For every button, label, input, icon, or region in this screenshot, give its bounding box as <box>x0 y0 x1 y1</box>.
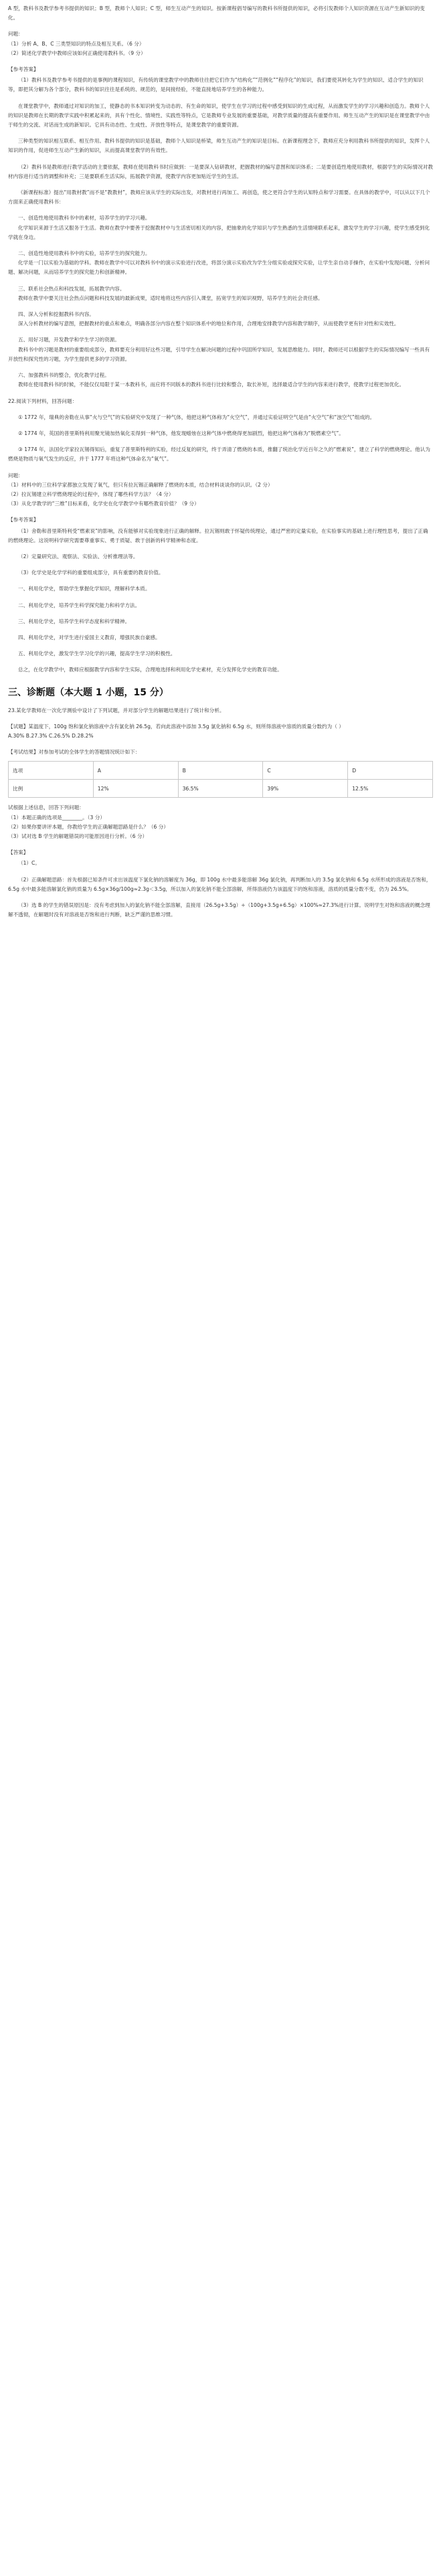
answer-point-heading: 一、创造性地使用教科书中的素材，培养学生的学习兴趣。 <box>18 215 151 222</box>
answer-paragraph: 教师在使用教科书的时候，不能仅仅局限于某一本教科书，而应将不同版本的教科书进行比较和整合，取长补短，选择最适合学生的内容来进行教学，使教学过程更加优化。 <box>18 381 405 388</box>
material-paragraph: ① 1772 年，瑞典的舍勒在从事“火与空气”的实验研究中发现了一种气体，他把这种气体称为“火空气”，并通过实验证明空气是由“火空气”和“浊空气”组成的。 <box>18 414 375 420</box>
question-label: 试根据上述信息，回答下列问题： <box>8 804 84 811</box>
results-table <box>8 761 433 798</box>
document-page <box>0 0 441 929</box>
answer-title: 【答案】 <box>8 849 29 856</box>
answer-point-heading: 二、利用化学史，培养学生科学探究能力和科学方法。 <box>18 602 141 608</box>
test-item: 【试题】某温度下，100g 饱和氯化钠溶液中含有氯化钠 26.5g，若向此溶液中添加 3.5g 氯化钠和 6.5g 水，则所得溶液中溶质的质量分数约为（ ） <box>8 723 344 729</box>
question-label: 问题： <box>8 31 23 37</box>
table-cell: D <box>348 762 433 780</box>
answer-paragraph: （1）C。 <box>18 860 40 867</box>
question-item: （3）试对选 B 学生的解题错误的可能原因进行分析。（6 分） <box>8 833 148 839</box>
table-cell: 12.5% <box>348 780 433 798</box>
question-item: （1）材料中的三位科学家都独立发现了氧气，但只有拉瓦锡正确解释了燃烧的本质，结合材料谈谈你的认识。（2 分） <box>8 481 273 488</box>
table-header-row <box>9 762 433 780</box>
answer-paragraph: （3）化学史是化学学科的重要组成部分，具有重要的教育价值。 <box>18 570 164 576</box>
question-item: （2）简述化学教学中教师应该如何正确使用教科书。（9 分） <box>8 50 146 56</box>
table-cell: B <box>178 762 263 780</box>
answer-point-heading: 四、利用化学史，对学生进行爱国主义教育，增强民族自豪感。 <box>18 634 161 640</box>
table-cell: A <box>93 762 178 780</box>
answer-paragraph: （2）定量研究法、观察法、实验法、分析推理法等。 <box>18 553 139 560</box>
question-item: （2）拉瓦锡建立科学燃烧理论的过程中，体现了哪些科学方法？（4 分） <box>8 491 174 497</box>
answer-point-heading: 六、加强教科书的整合，优化教学过程。 <box>18 372 110 379</box>
answer-paragraph: （2）正确解题思路：首先根据已知条件可求出该温度下氯化钠的溶解度为 36g，即 100g 水中最多能溶解 36g 氯化钠，再判断加入的 3.5g 氯化钠和 6.5g 水所形成的溶液是否饱和，6.5g 水中最多能溶解氯化钠的质量为 6.5g×36g/100g≈2.3g＜3.5g，所以加入的氯化钠不能全部溶解，所得溶液仍为该温度下的饱和溶液，溶质的质量分数不变，仍为 26.5%。 <box>8 876 432 892</box>
answer-point-heading: 五、利用化学史，激发学生学习化学的兴趣，提高学生学习的积极性。 <box>18 651 176 657</box>
answer-paragraph: 化学是一门以实验为基础的学科。教师在教学中可以对教科书中的演示实验进行改进，将部分演示实验改为学生分组实验或探究实验，让学生亲自动手操作，在实验中发现问题、分析问题、解决问题，从而培养学生的探究能力和创新精神。 <box>8 260 430 276</box>
answer-paragraph: （2）教科书是教师进行教学活动的主要依据，教师在使用教科书时应做到：一是要深入钻研教材，把握教材的编写意图和知识体系；二是要创造性地使用教材，根据学生的实际情况对教材内容进行适当的调整和补充；三是要联系生活实际，拓展教学资源，使教学内容更加贴近学生的生活。 <box>8 163 433 179</box>
table-cell: 39% <box>263 780 348 798</box>
material-heading: 22.阅读下列材料，回答问题： <box>8 398 78 404</box>
reference-answer-title: 【参考答案】 <box>8 66 39 73</box>
question-item: （2）如果你要讲评本题，你教给学生的正确解题思路是什么？（6 分） <box>8 823 169 830</box>
answer-paragraph: （3）选 B 的学生的错误原因是：没有考虑到加入的氯化钠不能全部溶解，直接用（26.5g+3.5g）÷（100g+3.5g+6.5g）×100%≈27.3%进行计算。说明学生对饱和溶液的概念理解不透彻，在解题时没有对溶液是否饱和进行判断，缺乏严谨的思维习惯。 <box>8 902 430 918</box>
question-item: （1）分析 A、B、C 三类型知识的特点及相互关系。（6 分） <box>8 40 145 47</box>
table-cell: 选项 <box>9 762 94 780</box>
answer-point-heading: 三、联系社会热点和科技发展，拓展教学内容。 <box>18 285 125 292</box>
answer-paragraph: （1）舍勒和普里斯特利受“燃素说”的影响，没有能够对实验现象进行正确的解释。拉瓦锡则敢于怀疑传统理论，通过严密的定量实验，在实验事实的基础上进行理性思考，提出了正确的燃烧理论。这说明科学研究需要尊重事实、勇于质疑、敢于创新的科学精神和态度。 <box>8 527 428 543</box>
material-paragraph: ② 1774 年，英国的普里斯特利用聚光镜加热氧化汞得到一种气体，他发现蜡烛在这种气体中燃烧得更加剧烈，他把这种气体称为“脱燃素空气”。 <box>18 430 344 436</box>
answer-paragraph: 教师在教学中要关注社会热点问题和科技发展的最新成果，适时地将这些内容引入课堂，拓宽学生的知识视野，培养学生的社会责任感。 <box>18 294 323 301</box>
reference-answer-title: 【参考答案】 <box>8 517 39 523</box>
table-cell: 36.5% <box>178 780 263 798</box>
table-cell: 12% <box>93 780 178 798</box>
answer-options: A.30% B.27.3% C.26.5% D.28.2% <box>8 732 94 739</box>
answer-paragraph: 总之，在化学教学中，教师应根据教学内容和学生实际，合理地选择和利用化学史素材，充分发挥化学史的教育功能。 <box>18 667 282 673</box>
intro-paragraph: A 型，教科书及教学参考书提供的知识；B 型，教师个人知识；C 型，师生互动产生的知识。按新课程倡导编写的教科书所提供的知识，必将引发教师个人知识资源在互动产生新知识的变化。 <box>8 5 425 21</box>
table-cell: 比例 <box>9 780 94 798</box>
question-item: （1）本题正确的选项是________。（3 分） <box>8 814 105 821</box>
answer-point-heading: 一、利用化学史，帮助学生掌握化学知识，理解科学本质。 <box>18 586 151 592</box>
answer-paragraph: 《新课程标准》提出“用教材教”而不是“教教材”，教师应该从学生的实际出发，对教材进行再加工、再创造，使之更符合学生的认知特点和学习需要。在具体的教学中，可以从以下几个方面来正确使用教科书： <box>8 189 430 205</box>
table-cell: C <box>263 762 348 780</box>
answer-point-heading: 四、深入分析和挖掘教科书内容。 <box>18 311 94 318</box>
answer-point-heading: 五、用好习题，开发教学和学生学习的资源。 <box>18 337 120 343</box>
answer-paragraph: 教科书中的习题是教材的重要组成部分，教师要充分利用好这些习题，引导学生在解决问题的过程中巩固所学知识，发展思维能力。同时，教师还可以根据学生的实际情况编写一些具有开放性和探究性的习题，为学生提供更多的学习资源。 <box>8 346 430 362</box>
answer-paragraph: 三种类型的知识相互联系、相互作用。教科书提供的知识是基础，教师个人知识是桥梁，师生互动产生的知识是目标。在新课程理念下，教师应充分利用教科书所提供的知识，发挥个人知识的作用，促进师生互动产生新的知识，从而提高课堂教学的有效性。 <box>8 138 430 154</box>
answer-paragraph: 在课堂教学中，教师通过对知识的加工，使静态的书本知识转变为动态的、有生命的知识，使学生在学习的过程中感受到知识的生成过程，从而激发学生的学习兴趣和创造力。教师个人的知识是教师在长期的教学实践中积累起来的，具有个性化、情境性、实践性等特点，它是教师专业发展的重要基础，对教学质量的提高有重要作用。师生互动产生的知识是在课堂教学中由于师生的交流、对话而生成的新知识。它具有动态性、生成性、开放性等特点，是课堂教学的重要资源。 <box>8 102 430 128</box>
answer-paragraph: 化学知识来源于生活又服务于生活。教师在教学中要善于挖掘教材中与生活密切相关的内容，把抽象的化学知识与学生熟悉的生活情境联系起来，激发学生的学习兴趣，使学生感受到化学就在身边。 <box>8 224 430 240</box>
statistics-title: 【考试结果】对参加考试的全体学生的答题情况统计如下： <box>8 749 141 756</box>
question-stem: 23.某化学教师在一次化学测验中设计了下列试题，并对部分学生的解题结果进行了统计和分析。 <box>8 707 225 713</box>
question-label: 问题： <box>8 472 23 479</box>
answer-point-heading: 三、利用化学史，培养学生科学态度和科学精神。 <box>18 618 130 624</box>
answer-paragraph: 深入分析教材的编写意图，把握教材的重点和难点，明确各部分内容在整个知识体系中的地位和作用，合理地安排教学内容和教学顺序，从而使教学更有针对性和实效性。 <box>18 321 400 327</box>
question-item: （3）从化学教学的“三维”目标来看，化学史在化学教学中有哪些教育价值？（9 分） <box>8 501 199 507</box>
section-heading: 三、诊断题（本大题 1 小题，15 分） <box>8 687 169 698</box>
table-row <box>9 780 433 798</box>
material-paragraph: ③ 1774 年，法国化学家拉瓦锡得知后，重复了普里斯特利的实验，经过反复的研究，终于弄清了燃烧的本质，推翻了统治化学近百年之久的“燃素说”，建立了科学的燃烧理论。他认为燃烧是物质与氧气发生的反应，并于 1777 年将这种气体命名为“氧气”。 <box>8 446 430 462</box>
answer-paragraph: （1）教科书及教学参考书提供的是事例的课程知识，有传统的课堂教学中的教师往往把它们作为“结构化”“范例化”“程序化”的知识，我们要使其转化为学生的知识、适合学生的知识等，即把其分解为各个部分，教科书的知识往往是系统的、规范的，是间接经验，不能直接地培养学生的各种能力。 <box>8 77 424 93</box>
answer-point-heading: 二、创造性地使用教科书中的实验，培养学生的探究能力。 <box>18 250 151 257</box>
